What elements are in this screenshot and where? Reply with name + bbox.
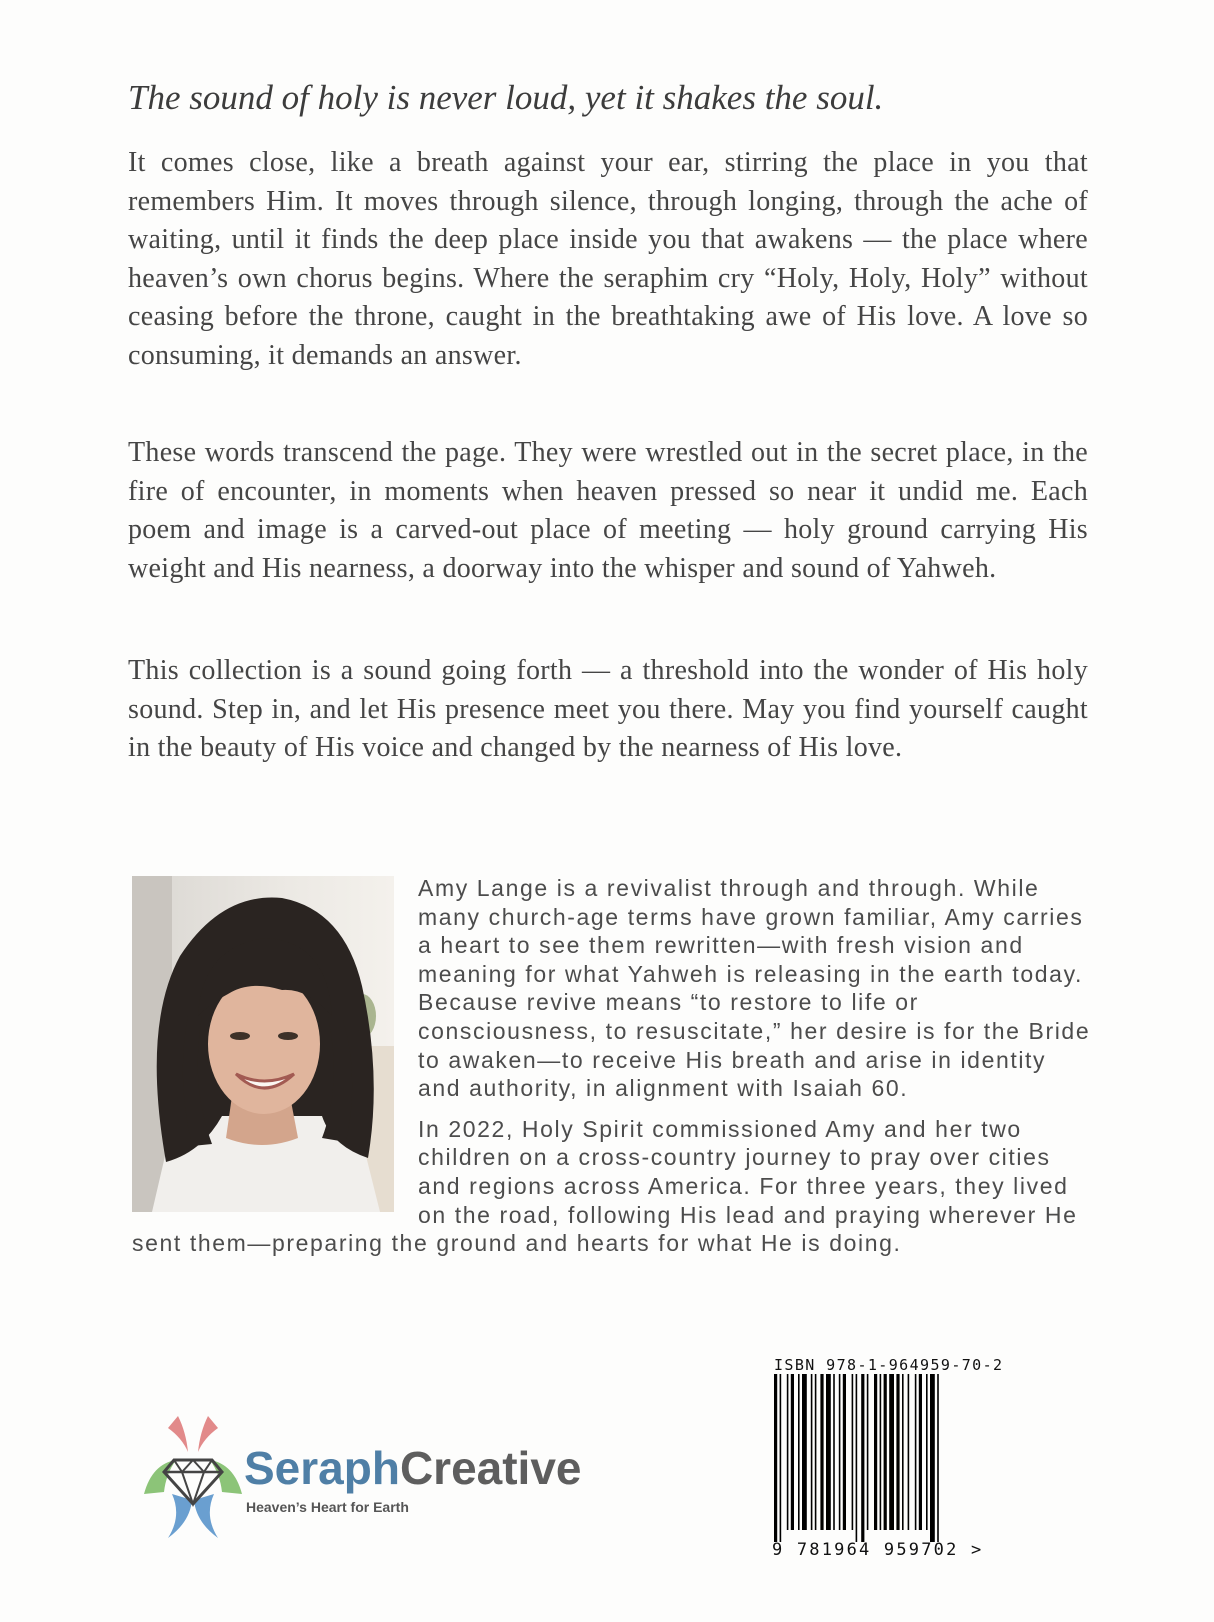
barcode-bar <box>919 1374 922 1530</box>
barcode-bar <box>861 1374 864 1542</box>
barcode-bar <box>820 1374 823 1530</box>
author-bio <box>132 874 1092 1270</box>
barcode-bar <box>839 1374 841 1530</box>
barcode-bar <box>884 1374 887 1530</box>
barcode <box>772 1374 1010 1542</box>
barcode-bar <box>902 1374 904 1530</box>
isbn-label: ISBN 978-1-964959-70-2 <box>774 1356 1004 1374</box>
barcode-bar <box>787 1374 789 1530</box>
barcode-bar <box>798 1374 800 1530</box>
barcode-bar <box>896 1374 899 1530</box>
barcode-bar <box>889 1374 894 1530</box>
barcode-bar <box>802 1374 807 1530</box>
barcode-bar <box>833 1374 835 1530</box>
barcode-bar <box>780 1374 782 1542</box>
barcode-bar <box>843 1374 846 1530</box>
intro-paragraph-1: It comes close, like a breath against your ear, stirring the place in you that remembers Him. It moves through silence, through longing, through the ache of waiting, until it finds the deep place inside you that awakens — the place where heaven’s own chorus begins. Where the seraphim cry “Holy, Holy, Holy” without ceasing before the throne, caught in the breathtaking awe of His love. A love so consuming, it demands an answer. <box>128 147 1088 371</box>
barcode-bar <box>915 1374 917 1530</box>
diamond-icon <box>164 1460 222 1504</box>
barcode-bar <box>815 1374 817 1530</box>
intro-paragraph-3: This collection is a sound going forth — a threshold into the wonder of His holy sound. Step in, and let His presence meet you there. May you find yourself caught in the beauty of His voice and changed by the nearness of His love. <box>128 655 1088 763</box>
barcode-bar <box>874 1374 877 1530</box>
publisher-name-creative: Creative <box>399 1442 582 1494</box>
barcode-bar <box>774 1374 777 1542</box>
barcode-bar <box>811 1374 813 1530</box>
barcode-digits: 9 781964 959702 > <box>772 1540 984 1560</box>
barcode-bar <box>826 1374 831 1530</box>
barcode-bar <box>908 1374 910 1530</box>
intro-paragraph-2: These words transcend the page. They were wrestled out in the secret place, in the fire of encounter, in moments when heaven pressed so near it undid me. Each poem and image is a carved-out place of meeting — holy ground carrying His weight and His nearness, a doorway into the whisper and sound of Yahweh. <box>128 437 1088 584</box>
barcode-bar <box>926 1374 928 1530</box>
barcode-bar <box>930 1374 935 1542</box>
bio-paragraph-2: In 2022, Holy Spirit commissioned Amy and her two children on a cross-country journey to pray over cities and regions across America. For three years, they lived on the road, following His lead and praying wherever He sent them—preparing the ground and hearts for what He is doing. <box>132 1115 1078 1257</box>
barcode-bar <box>867 1374 869 1530</box>
barcode-bar <box>856 1374 858 1542</box>
publisher-slogan: Heaven’s Heart for Earth <box>246 1499 409 1515</box>
publisher-logo <box>138 1412 618 1542</box>
barcode-bar <box>852 1374 854 1530</box>
barcode-bar <box>880 1374 882 1530</box>
tagline: The sound of holy is never loud, yet it shakes the soul. <box>128 78 884 117</box>
barcode-bar <box>791 1374 794 1530</box>
svg-text:SeraphCreative <box>244 1442 582 1494</box>
publisher-name-seraph: Seraph <box>244 1442 400 1494</box>
bio-paragraph-1: Amy Lange is a revivalist through and through. While many church-age terms have grown familiar, Amy carries a heart to see them rewritten—with fresh vision and meaning for what Yahweh is releasing in the earth today. Because revive means “to restore to life or consciousness, to resuscitate,” her desire is for the Bride to awaken—to receive His breath and arise in identity and authority, in alignment with Isaiah 60. <box>418 875 1091 1102</box>
photo-spacer <box>132 874 418 1216</box>
barcode-bar <box>937 1374 939 1542</box>
